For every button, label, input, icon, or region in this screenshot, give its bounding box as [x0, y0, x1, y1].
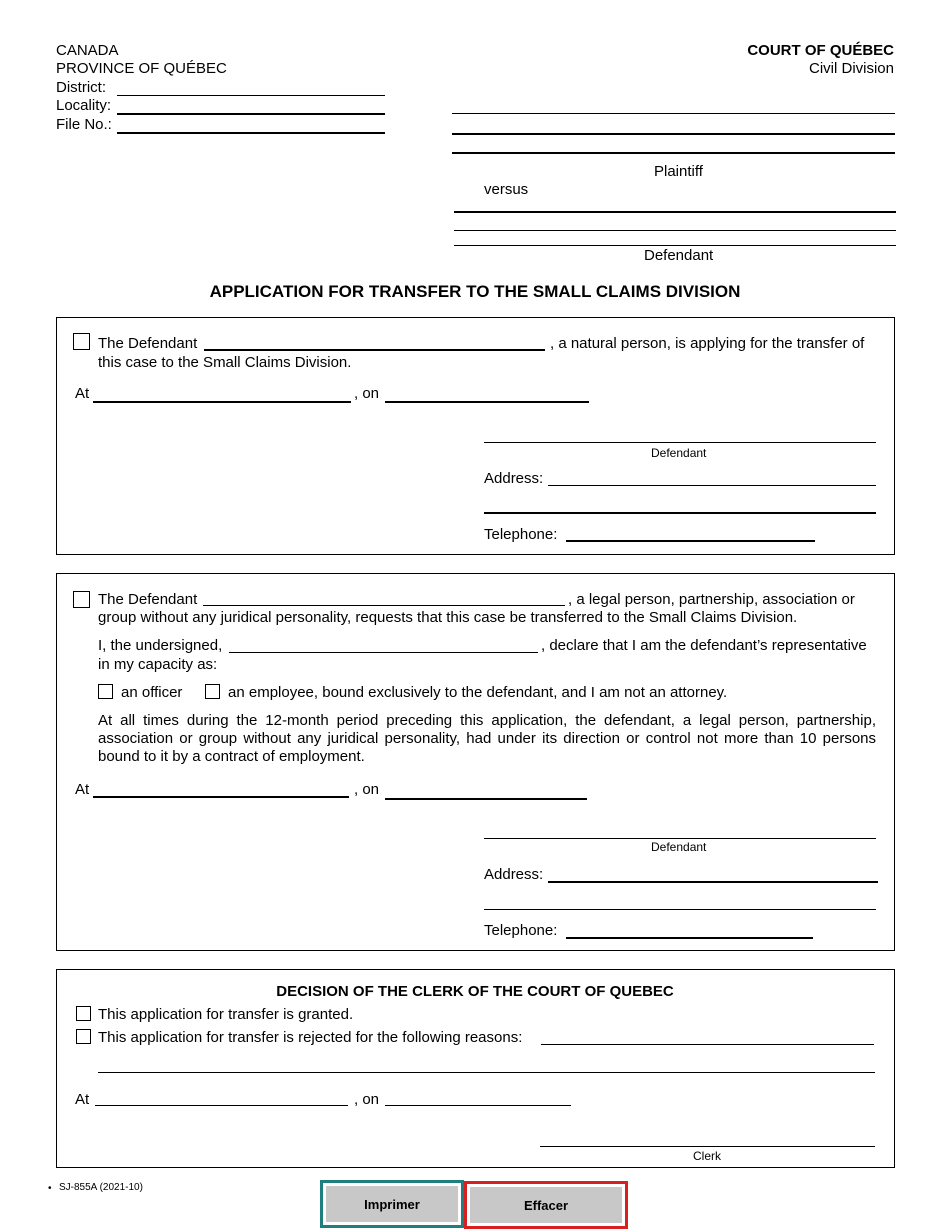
s1-address-field-1[interactable]: [548, 469, 876, 486]
rejection-reason-field-1[interactable]: [541, 1028, 874, 1045]
s2-undersigned-suffix: , declare that I am the defendant’s representative: [541, 637, 867, 654]
s2-capacity-label: in my capacity as:: [98, 656, 218, 673]
s2-defendant-name-field[interactable]: [203, 589, 565, 606]
s1-address-field-2[interactable]: [484, 496, 876, 514]
print-button[interactable]: Imprimer: [320, 1180, 464, 1228]
district-label: District:: [56, 79, 106, 96]
s2-representative-name-field[interactable]: [229, 636, 538, 653]
s2-undersigned-prefix: I, the undersigned,: [98, 637, 223, 654]
s2-place-field[interactable]: [93, 780, 349, 798]
file-number-label: File No.:: [56, 116, 112, 133]
file-number-field[interactable]: [117, 116, 385, 134]
legal-person-section: [56, 573, 895, 951]
s2-signature-line: [484, 838, 876, 839]
defendant-field-1[interactable]: [454, 195, 896, 213]
natural-person-section: [56, 317, 895, 555]
officer-label: an officer: [121, 684, 183, 701]
rejected-checkbox[interactable]: [76, 1029, 91, 1044]
natural-person-checkbox[interactable]: [73, 333, 90, 350]
s2-at-label: At: [75, 781, 90, 798]
bullet-icon: •: [48, 1183, 52, 1194]
s3-date-field[interactable]: [385, 1089, 571, 1106]
granted-label: This application for transfer is granted.: [98, 1006, 354, 1023]
division-name: Civil Division: [808, 60, 894, 77]
officer-checkbox[interactable]: [98, 684, 113, 699]
s1-defendant-suffix: , a natural person, is applying for the transfer of: [550, 335, 865, 352]
rejected-label: This application for transfer is rejected for the following reasons:: [98, 1029, 523, 1046]
s3-on-label: , on: [354, 1091, 380, 1108]
province-label: PROVINCE OF QUÉBEC: [56, 60, 227, 77]
s2-signature-label: Defendant: [651, 840, 707, 854]
clerk-decision-title: DECISION OF THE CLERK OF THE COURT OF QUEBEC: [276, 983, 674, 1000]
s1-line2: this case to the Small Claims Division.: [98, 354, 352, 371]
clear-button[interactable]: Effacer: [464, 1181, 628, 1229]
locality-label: Locality:: [56, 97, 112, 114]
s2-address-field-2[interactable]: [484, 893, 876, 910]
s1-on-label: , on: [354, 385, 380, 402]
s1-telephone-label: Telephone:: [484, 526, 558, 543]
plaintiff-field-2[interactable]: [452, 117, 895, 135]
form-title: APPLICATION FOR TRANSFER TO THE SMALL CLAIMS DIVISION: [209, 282, 741, 301]
s1-address-label: Address:: [484, 470, 544, 487]
s2-address-label: Address:: [484, 866, 544, 883]
clerk-signature-line: [540, 1146, 875, 1147]
plaintiff-label: Plaintiff: [654, 163, 703, 180]
plaintiff-field-1[interactable]: [452, 97, 895, 114]
legal-person-checkbox[interactable]: [73, 591, 90, 608]
employee-checkbox[interactable]: [205, 684, 220, 699]
s2-line2: group without any juridical personality, requests that this case be transferred to the Small Claims Division.: [98, 609, 798, 626]
defendant-field-3[interactable]: [454, 229, 896, 246]
form-code: SJ-855A (2021-10): [59, 1182, 143, 1193]
s2-address-field-1[interactable]: [548, 865, 878, 883]
s2-date-field[interactable]: [385, 782, 587, 800]
country-label: CANADA: [56, 42, 119, 59]
rejection-reason-field-2[interactable]: [98, 1056, 875, 1073]
s1-at-label: At: [75, 385, 90, 402]
plaintiff-field-3[interactable]: [452, 136, 895, 154]
s2-defendant-suffix: , a legal person, partnership, association or: [568, 591, 855, 608]
s1-signature-line: [484, 442, 876, 443]
locality-field[interactable]: [117, 97, 385, 115]
court-name: COURT OF QUÉBEC: [747, 42, 894, 59]
versus-label: versus: [484, 181, 529, 198]
district-field[interactable]: [117, 79, 385, 96]
granted-checkbox[interactable]: [76, 1006, 91, 1021]
clerk-signature-label: Clerk: [693, 1149, 722, 1163]
s1-signature-label: Defendant: [651, 446, 707, 460]
s1-defendant-name-field[interactable]: [204, 333, 545, 351]
employee-label: an employee, bound exclusively to the defendant, and I am not an attorney.: [228, 684, 728, 701]
s2-telephone-label: Telephone:: [484, 922, 558, 939]
s1-defendant-prefix: The Defendant: [98, 335, 198, 352]
s3-at-label: At: [75, 1091, 90, 1108]
s1-telephone-field[interactable]: [566, 524, 815, 542]
s2-defendant-prefix: The Defendant: [98, 591, 198, 608]
clerk-decision-section: [56, 969, 895, 1168]
s1-place-field[interactable]: [93, 385, 351, 403]
s3-place-field[interactable]: [95, 1089, 348, 1106]
s2-on-label: , on: [354, 781, 380, 798]
s1-date-field[interactable]: [385, 385, 589, 403]
s2-employment-paragraph: At all times during the 12-month period preceding this application, the defendant, a legal person, partnership, association or group without any juridical personality, had under its direction or control not more than 10 persons bound to it by a contract of employment.: [98, 712, 876, 765]
s2-telephone-field[interactable]: [566, 921, 813, 939]
defendant-label: Defendant: [644, 247, 714, 264]
